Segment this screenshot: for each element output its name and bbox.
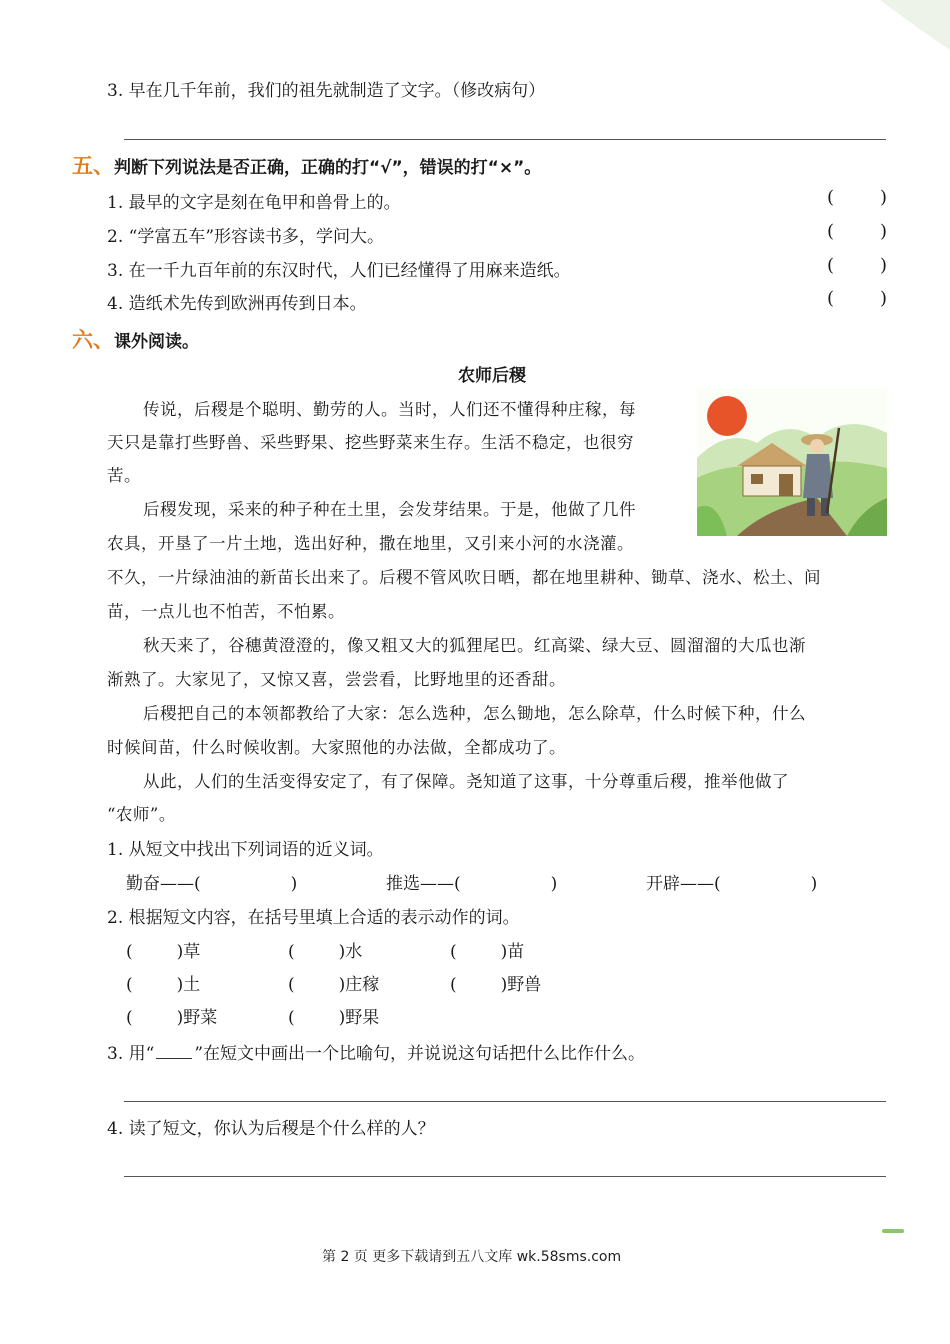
story-line: 后稷把自己的本领都教给了大家：怎么选种，怎么锄地，怎么除草，什么时候下种，什么 [143,704,806,723]
paren-close: ) [879,288,887,309]
page-edge-mark [882,1229,904,1233]
story-line: 天只是靠打些野兽、采些野果、挖些野菜来生存。生活不稳定，也很穷 [107,433,634,452]
paren-open: ( [827,187,835,208]
paren-open: ( [827,221,835,242]
judge-item-4: 4. 造纸术先传到欧洲再传到日本。 [107,294,367,314]
story-line: 秋天来了，谷穗黄澄澄的，像又粗又大的狐狸尾巴。红高粱、绿大豆、圆溜溜的大瓜也渐 [143,636,806,655]
answer-parentheses[interactable] [827,221,887,242]
paren-open: ( [450,975,457,995]
underline-sample [156,1058,192,1059]
answer-line[interactable] [124,139,886,140]
verb-blank-4[interactable] [126,970,200,995]
q4-prompt: 4. 读了短文，你认为后稷是个什么样的人？ [107,1119,435,1139]
q3-prompt [107,1039,645,1064]
verb-blank-8[interactable] [288,1003,379,1028]
synonym-item-2 [386,869,557,894]
story-line: 不久，一片绿油油的新苗长出来了。后稷不管风吹日晒，都在地里耕种、锄草、浇水、松土、间 [107,568,821,587]
paren-close: ) [550,874,558,894]
paren-open: ( [827,288,835,309]
paren-open: ( [126,942,133,962]
synonym-item-3 [646,869,817,894]
paren-close: ) [810,874,818,894]
answer-line[interactable] [124,1101,886,1102]
verb-blank-6[interactable] [450,970,541,995]
answer-parentheses[interactable] [827,288,887,309]
paren-open: ( [288,975,295,995]
judge-item-3: 3. 在一千九百年前的东汉时代，人们已经懂得了用麻来造纸。 [107,261,571,281]
verb-object: )草 [176,942,201,962]
paren-close: ) [879,187,887,208]
paren-close: ) [290,874,298,894]
verb-blank-2[interactable] [288,937,362,962]
verb-blank-5[interactable] [288,970,379,995]
verb-object: )庄稼 [338,975,380,995]
verb-blank-7[interactable] [126,1003,217,1028]
paren-close: ) [879,255,887,276]
q1-prompt: 1. 从短文中找出下列词语的近义词。 [107,840,384,860]
sun-icon [707,396,747,436]
answer-line[interactable] [124,1176,886,1177]
paren-open: ( [126,1008,133,1028]
q3-suffix: ”在短文中画出一个比喻句，并说说这句话把什么比作什么。 [194,1044,646,1064]
story-line: 传说，后稷是个聪明、勤劳的人。当时，人们还不懂得种庄稼，每 [143,400,636,419]
q2-prompt: 2. 根据短文内容，在括号里填上合适的表示动作的词。 [107,908,520,928]
story-line: 时候间苗，什么时候收割。大家照他的办法做，全都成功了。 [107,738,566,757]
synonym-item-1 [126,869,297,894]
answer-parentheses[interactable] [827,255,887,276]
page-footer: 第 2 页 更多下载请到五八文库 wk.58sms.com [322,1249,622,1265]
story-line: 渐熟了。大家见了，又惊又喜，尝尝看，比野地里的还香甜。 [107,670,566,689]
verb-object: )野果 [338,1008,380,1028]
question-4-3: 3. 早在几千年前，我们的祖先就制造了文字。（修改病句） [107,81,546,101]
answer-parentheses[interactable] [827,187,887,208]
judge-item-2: 2. “学富五车”形容读书多，学问大。 [107,227,385,247]
paren-open: ( [827,255,835,276]
farmer-illustration [697,388,887,536]
paren-open: ( [450,942,457,962]
verb-blank-1[interactable] [126,937,200,962]
q3-prefix: 3. 用“ [107,1044,155,1064]
story-line: 苗，一点儿也不怕苦，不怕累。 [107,602,345,621]
verb-object: )野兽 [500,975,542,995]
story-line: 苦。 [107,466,141,485]
story-title: 农师后稷 [458,366,526,386]
verb-object: )水 [338,942,363,962]
section-title: 判断下列说法是否正确，正确的打“√”，错误的打“×”。 [114,158,542,178]
synonym-label: 推选——( [386,874,461,894]
verb-blank-3[interactable] [450,937,524,962]
section-number: 六、 [72,327,114,352]
paren-close: ) [879,221,887,242]
story-line: 后稷发现，采来的种子种在土里，会发芽结果。于是，他做了几件 [143,500,636,519]
verb-object: )苗 [500,942,525,962]
section-number: 五、 [72,153,114,178]
section-6-heading [72,324,199,354]
story-line: “农师”。 [107,805,176,824]
section-5-heading [72,150,541,180]
corner-decoration [840,0,950,60]
synonym-label: 勤奋——( [126,874,201,894]
story-line: 从此，人们的生活变得安定了，有了保障。尧知道了这事，十分尊重后稷，推举他做了 [143,772,789,791]
synonym-label: 开辟——( [646,874,721,894]
verb-object: )野菜 [176,1008,218,1028]
verb-object: )土 [176,975,201,995]
story-line: 农具，开垦了一片土地，选出好种，撒在地里，又引来小河的水浇灌。 [107,534,634,553]
paren-open: ( [288,1008,295,1028]
section-title: 课外阅读。 [114,332,199,352]
paren-open: ( [288,942,295,962]
judge-item-1: 1. 最早的文字是刻在龟甲和兽骨上的。 [107,193,401,213]
paren-open: ( [126,975,133,995]
